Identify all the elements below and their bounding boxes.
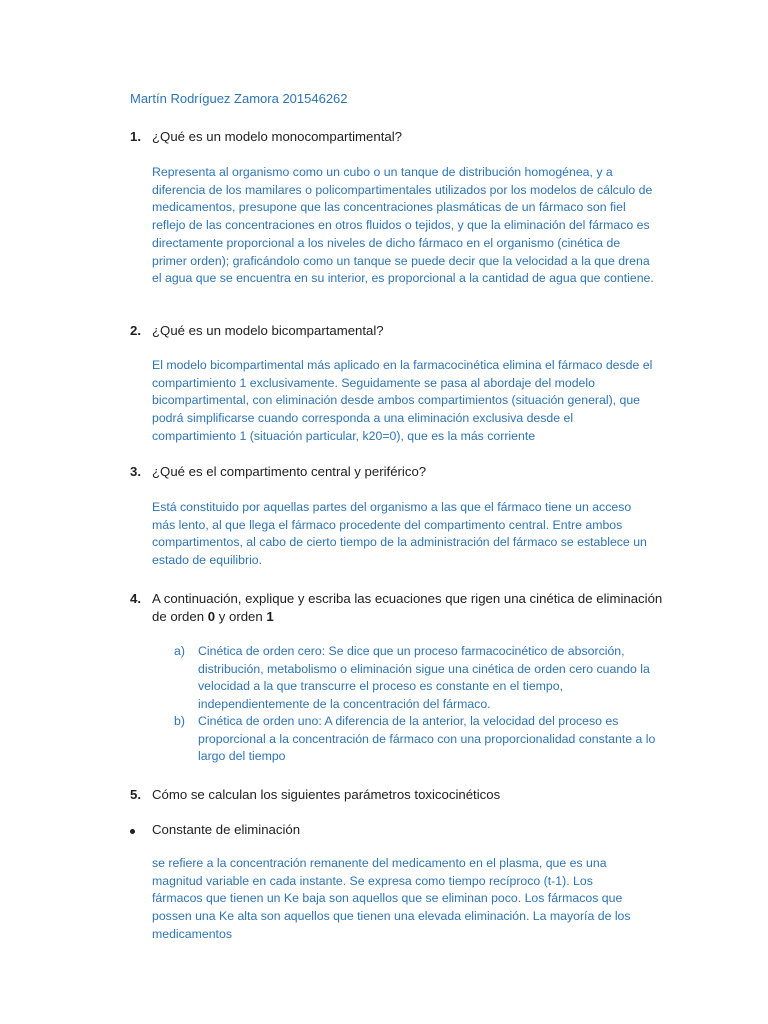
answer-1: Representa al organismo como un cubo o un tanque de distribución homogénea, y a diferencia de los mamilares o policompartimentales utilizados por los modelos de cálculo de medicamentos, presupone que las concentraciones plasmáticas de un fármaco son fiel reflejo de las concentraciones en otros fluidos o tejidos, y que la eliminación del fármaco es directamente proporcional a los niveles de dicho fármaco en el organismo (cinética de primer orden); graficándolo como un tanque se puede decir que la velocidad a la que drena el agua que se encuentra en su interior, es proporcional a la cantidad de agua que contiene. [152,165,654,286]
author-line: Martín Rodríguez Zamora 201546262 [130,91,348,106]
question-text: ¿Qué es el compartimento central y periférico? [152,464,427,479]
order-one: 1 [266,609,274,624]
bullet-text: Constante de eliminación [152,822,301,837]
question-3 [130,463,427,481]
question-text: A continuación, explique y escriba las ecuaciones que rigen una cinética de eliminación de orden 0 y orden 1 [152,591,663,624]
bullet-dot [130,829,135,834]
question-number: 3. [130,464,141,479]
question-number: 1. [130,129,141,144]
order-zero: 0 [207,609,216,624]
question-4 [130,590,663,624]
sub-item-label: a) [174,644,185,658]
question-2 [130,322,384,340]
question-number: 4. [130,591,141,606]
sub-item-text: Cinética de orden uno: A diferencia de la anterior, la velocidad del proceso es proporcional a la concentración de fármaco con una proporcionalidad constante a lo largo del tiempo [198,714,656,764]
question-number: 5. [130,787,141,802]
question-text: Cómo se calculan los siguientes parámetros toxicocinéticos [152,787,501,802]
question-1 [130,128,402,146]
bullet-answer: se refiere a la concentración remanente del medicamento en el plasma, que es una magnitud variable en cada instante. Se expresa como tiempo recíproco (t-1). Los fármacos que tienen un Ke baja son aquellos que se eliminan poco. Los fármacos que possen una Ke alta son aquellos que tienen una elevada eliminación. La mayoría de los medicamentos [152,856,631,941]
answer-3: Está constituido por aquellas partes del organismo a las que el fármaco tiene un acceso más lento, al que llega el fármaco procedente del compartimento central. Entre ambos compartimentos, al cabo de cierto tiempo de la administración del fármaco se establece un estado de equilibrio. [152,500,647,568]
question-number: 2. [130,323,141,338]
question-text: ¿Qué es un modelo monocompartimental? [152,129,402,144]
answer-2: El modelo bicompartimental más aplicado en la farmacocinética elimina el fármaco desde el compartimiento 1 exclusivamente. Seguidamente se pasa al abordaje del modelo bicompartimental, con eliminación desde ambos compartimientos (situación general), que podrá simplificarse cuando corresponda a una eliminación exclusiva desde el compartimiento 1 (situación particular, k20=0), que es la más corriente [152,358,653,443]
sub-item-text: Cinética de orden cero: Se dice que un proceso farmacocinético de absorción, distribución, metabolismo o eliminación sigue una cinética de orden cero cuando la velocidad a la que transcurre el proceso es constante en el tiempo, independientemente de la concentración del fármaco. [198,644,650,712]
question-5 [130,786,501,804]
sub-item-label: b) [174,714,185,728]
question-text: ¿Qué es un modelo bicompartamental? [152,323,384,338]
